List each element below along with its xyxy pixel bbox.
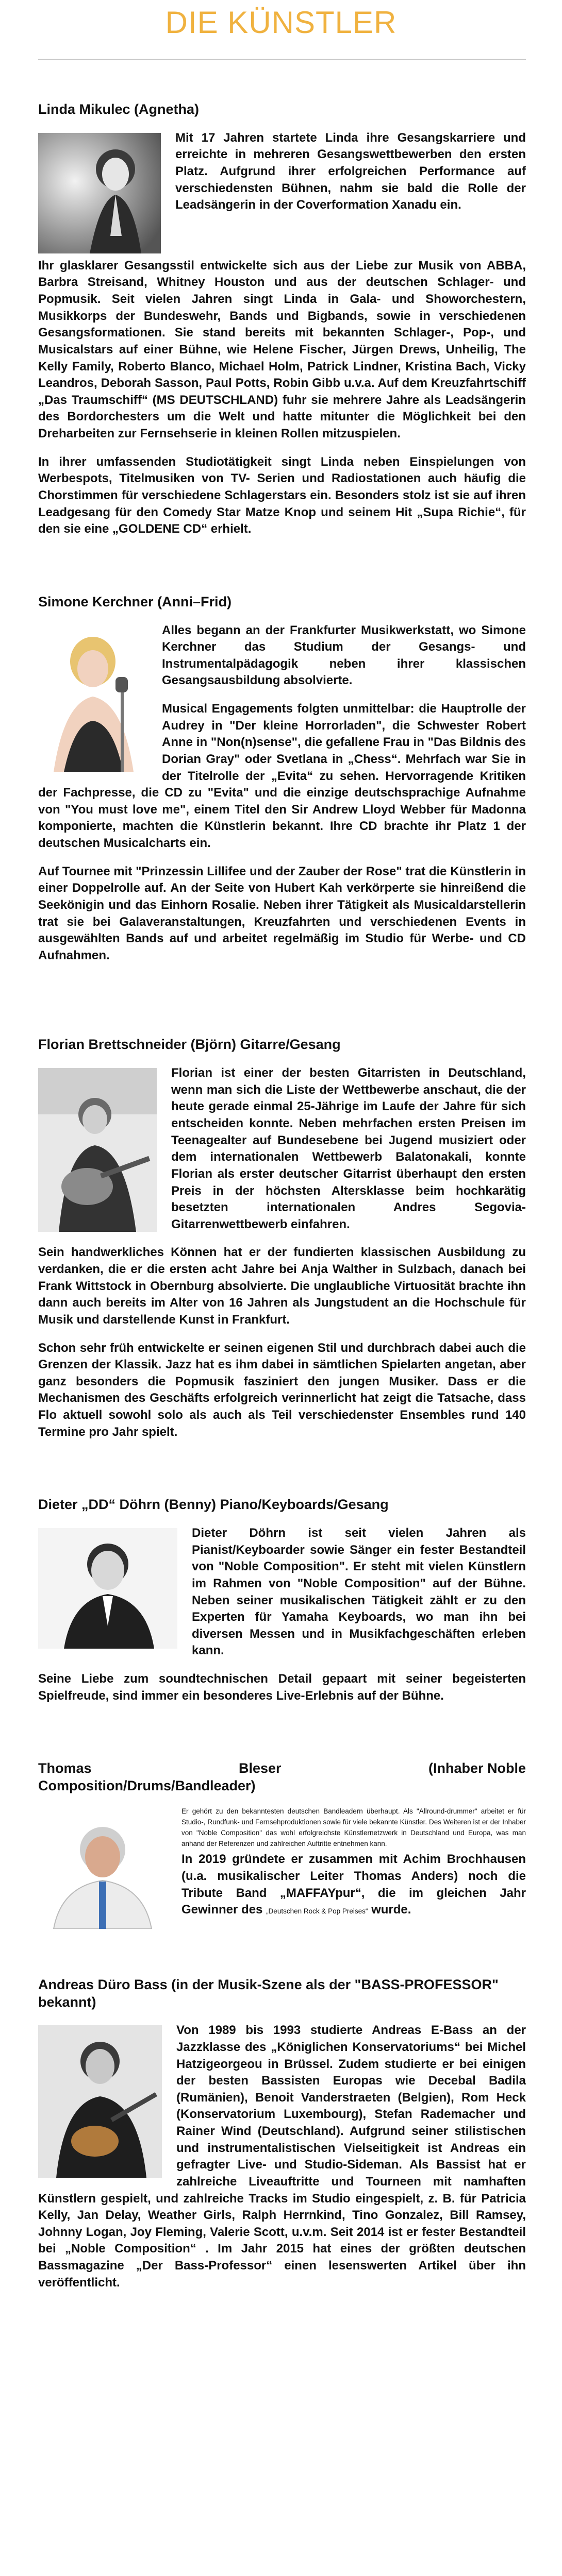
artist-andreas bbox=[0, 1976, 562, 2303]
artist-name-part: (Inhaber Noble bbox=[428, 1760, 526, 1776]
artist-name: Simone Kerchner (Anni–Frid) bbox=[38, 594, 232, 609]
artist-dieter bbox=[0, 1496, 562, 1704]
artist-paragraph: Alles begann an der Frankfurter Musikwerkstatt, wo Simone Kerchner das Studium der Gesangs- und Instrumentalpädagogik neben ihrer klassischen Gesangsausbildung absolvierte. bbox=[162, 623, 526, 688]
artist-name bbox=[38, 1760, 526, 1795]
artist-photo bbox=[38, 2025, 162, 2178]
artist-name: Dieter „DD“ Döhrn (Benny) Piano/Keyboards/Gesang bbox=[38, 1497, 389, 1513]
artist-photo bbox=[38, 1068, 157, 1232]
artist-florian bbox=[0, 1036, 562, 1440]
artist-name: Andreas Düro Bass (in der Musik-Szene als der "BASS-PROFESSOR" bekannt) bbox=[38, 1976, 499, 2010]
artist-name-part: Bleser bbox=[238, 1760, 282, 1776]
artist-paragraph: Seine Liebe zum soundtechnischen Detail gepaart mit seiner begeisterten Spielfreude, sind immer ein besonderes Live-Erlebnis auf der Bühne. bbox=[38, 1672, 526, 1703]
page-title: DIE KÜNSTLER bbox=[165, 5, 397, 40]
artist-text-small: „Deutschen Rock & Pop Preises“ bbox=[266, 1907, 368, 1916]
artist-paragraph: Schon sehr früh entwickelte er seinen eigenen Stil und durchbrach dabei auch die Grenzen der Klassik. Jazz hat es ihm dabei in sämtlichen Spielarten angetan, aber ganz besonders die Popmusik fasziniert den jungen Musiker. Dass er die Mechanismen des Geschäfts erfolgreich verinnerlicht hat zeigt die Tatsache, dass Flo aktuell sowohl solo als auch als Teil verschiedenster Ensembles rund 140 Termine pro Jahr spielt. bbox=[38, 1341, 526, 1439]
artist-text-big: In 2019 gründete er zusammen mit Achim Brochhausen (u.a. musikalischer Leiter Thomas Anders) noch die Tribute Band „MAFFAYpur“, die im gleichen Jahr Gewinner des bbox=[181, 1852, 526, 1917]
artist-name-line2: Composition/Drums/Bandleader) bbox=[38, 1778, 256, 1793]
artist-paragraph: In ihrer umfassenden Studiotätigkeit singt Linda neben Einspielungen von Werbespots, Titelmusiken von TV- Serien und Radiostationen auch häufig die Chorstimmen für verschiedene Schlagerstars ein. Besonders stolz ist sie auf ihren Leadgesang für den Comedy Star Matze Knop und seinem Hit „Supa Richie“, für den sie eine „GOLDENE CD“ erhielt. bbox=[38, 454, 526, 536]
artist-paragraph: Ihr glasklarer Gesangsstil entwickelte sich aus der Liebe zur Musik von ABBA, Barbra Streisand, Whitney Houston und aus der deutschen Schlager- und Popmusik. Seit vielen Jahren singt Linda in Gala- und Showorchestern, Musikkorps der Bundeswehr, Bands und Bigbands, sowie in verschiedenen Gesangsformationen. Sie stand bereits mit bekannten Schlager-, Pop-, und Musicalstars auf einer Bühne, wie Helene Fischer, Jürgen Drews, Unheilig, The Kelly Family, Roberto Blanco, Michael Holm, Patrick Lindner, Kristina Bach, Vicky Leandros, Deborah Sasson, Paul Potts, Robin Gibb u.v.a. Auf dem Kreuzfahrtschiff „Das Traumschiff“ (MS DEUTSCHLAND) fuhr sie mehrere Jahre als Leadsängerin des Bordorchesters um die Welt und hatte mitunter die Möglichkeit bei den Dreharbeiten zur Fernsehserie in kleinen Rollen mitzuspielen. bbox=[38, 258, 526, 440]
artist-paragraph: Florian ist einer der besten Gitarristen in Deutschland, wenn man sich die Liste der Wettbewerbe anschaut, die der heute gerade einmal 25-Jährige im Laufe der Jahre für sich entscheiden konnte. Neben mehrfachen ersten Preisen im Teenagealter auf Bundesebene bei Jugend musiziert oder dem internationalen Wettbewerb Balatonakali, konnte Florian als erster deutscher Gitarrist überhaupt den ersten Preis in der höchsten Altersklasse beim hochkarätig besetzten internationalen Andres Segovia-Gitarrenwettbewerb einfahren. bbox=[171, 1066, 526, 1231]
artist-paragraph: Auf Tournee mit "Prinzessin Lillifee und der Zauber der Rose" trat die Künstlerin in einer Doppelrolle auf. An der Seite von Hubert Kah verkörperte sie hinreißend die Seekönigin und das Einhorn Rosalie. Neben ihrer Tätigkeit als Musicaldarstellerin trat sie bei Galaveranstaltungen, Kreuzfahrten und verschiedenen Events in ausgewählten Bands auf und arbeitet regelmäßig im Studio für Werbe- und CD Aufnahmen. bbox=[38, 864, 526, 962]
artist-photo bbox=[38, 625, 147, 772]
artist-name: Florian Brettschneider (Björn) Gitarre/Gesang bbox=[38, 1037, 341, 1053]
artist-name-line bbox=[38, 1760, 526, 1777]
artist-paragraph: Musical Engagements folgten unmittelbar: die Hauptrolle der Audrey in "Der kleine Horrorladen", die Schwester Robert Anne in "Non(n)sense", die gefallene Frau in "Das Bildnis des Dorian Gray" oder Svetlana in „Chess“. Mehrfach war Sie in der Titelrolle der „Evita“ zu sehen. Hervorragende Kritiken der Fachpresse, die CD zu "Evita" und die einzige deutschsprachige Aufnahme von "You must love me", einem Titel den Sir Andrew Lloyd Webber für Madonna komponierte, machten die Künstlerin bekannt. Ihre CD brachte ihr Platz 1 der deutschen Musicalcharts ein. bbox=[38, 702, 526, 850]
artist-text-big: wurde. bbox=[371, 1903, 411, 1917]
artist-photo bbox=[38, 1528, 177, 1649]
artist-paragraph: Von 1989 bis 1993 studierte Andreas E-Bass an der Jazzklasse des „Königlichen Konservatoriums“ bei Michel Hatzigeorgeou in Brüssel. Zudem studierte er bei einigen der besten Bassisten Europas wie Decebal Badila (Rumänien), Benoit Vanderstraeten (Belgien), Rom Heck (Konservatorium Luxembourg), Stefan Rademacher und Rainer Wind (Deutschland). Aufgrund seiner stilistischen und instrumentalistischen Vielseitigkeit ist Andreas ein gefragter Live- und Studio-Sideman. Als Bassist hat er zahlreiche Liveauftritte und Tourneen mit namhaften Künstlern gespielt, und zahlreiche Tracks im Studio eingespielt, z. B. für Patricia Kelly, Jan Delay, Weather Girls, Ralph Herrnkind, Tino Gonzalez, Bill Ramsey, Johnny Logan, Joy Fleming, Valerie Scott, u.v.m. Seit 2014 ist er fester Bestandteil bei „Noble Composition“ . Im Jahr 2015 hat eines der größten deutschen Bassmagazine „Der Bass-Professor“ einen lesenswerten Artikel über ihn veröffentlicht. bbox=[38, 2023, 526, 2290]
artist-photo bbox=[38, 133, 161, 253]
artist-paragraph-small: Er gehört zu den bekanntesten deutschen Bandleadern überhaupt. Als "Allround-drummer" arbeitet er für Studio-, Rundfunk- und Fernsehproduktionen sowie für viele bekannte Künstler. Des Weiteren ist er der Inhaber von "Noble Composition" das wohl erfolgreichste Künstlernetzwerk in Deutschland und Europa, was man anhand der Referenzen und zahlreichen Auftritte entnehmen kann. bbox=[181, 1807, 526, 1848]
artist-photo bbox=[38, 1809, 167, 1929]
artist-paragraph: Dieter Döhrn ist seit vielen Jahren als Pianist/Keyboarder sowie Sänger ein fester Bestandteil von "Noble Composition". Er steht mit vielen Künstlern im Rahmen von "Noble Composition" auf der Bühne. Neben seiner musikalischen Tätigkeit zählt er zu den Experten für Yamaha Keyboards, wo man ihn bei diversen Messen und in Musikfachgeschäften erleben kann. bbox=[192, 1526, 526, 1658]
artist-name: Linda Mikulec (Agnetha) bbox=[38, 101, 200, 117]
artist-paragraph: Mit 17 Jahren startete Linda ihre Gesangskarriere und erreichte in mehreren Gesangswettbewerben den ersten Platz. Aufgrund ihrer erfolgreichen Performance auf verschiedensten Bühnen, nahm sie bald die Rolle der Leadsängerin in der Coverformation Xanadu ein. bbox=[175, 130, 526, 212]
divider bbox=[38, 59, 526, 60]
artist-paragraph: Sein handwerkliches Können hat er der fundierten klassischen Ausbildung zu verdanken, die er die ersten acht Jahre bei Anja Walther in Sulzbach, danach bei Frank Wittstock in Obernburg absolvierte. Die unglaubliche Virtuosität brachte ihn dann auch bereits im Alter von 16 Jahren als Jungstudent an die Hochschule für Musik und darstellende Kunst in Frankfurt. bbox=[38, 1245, 526, 1327]
artist-simone bbox=[0, 594, 562, 964]
artist-name-part: Thomas bbox=[38, 1760, 92, 1776]
artist-linda bbox=[0, 101, 562, 538]
artist-thomas bbox=[0, 1760, 562, 1933]
